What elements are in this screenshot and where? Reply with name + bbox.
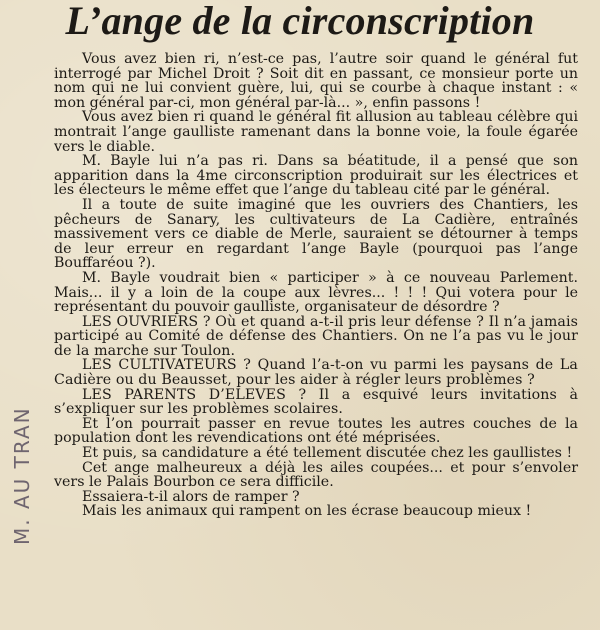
paragraph-11: Cet ange malheureux a déjà les ailes coupées... et pour s’envoler vers le Palais Bourbon ce sera difficile. <box>54 459 578 491</box>
paragraph-farmers: LES CULTIVATEURS ? Quand l’a-t-on vu parmi les paysans de La Cadière ou du Beausset, pour les aider à régler leurs problèmes ? <box>54 357 578 389</box>
article-title: L’ange de la circonscription <box>65 0 535 43</box>
paragraph-4: Il a toute de suite imaginé que les ouvriers des Chantiers, les pêcheurs de Sanary, les cultivateurs de La Cadière, entraînés massivement vers ce diable de Merle, sauraient se détourner à temps de leur erreur en regardant l’ange Bayle (pourquoi pas l’ange Bouffaréou ?). <box>54 196 578 272</box>
paragraph-10: Et puis, sa candidature a été tellement discutée chez les gaullistes ! <box>82 445 573 462</box>
paragraph-workers: LES OUVRIERS ? Où et quand a-t-il pris leur défense ? Il n’a jamais participé au Comité de défense des Chantiers. On ne l’a pas vu le jour de la marche sur Toulon. <box>54 313 578 359</box>
paragraph-parents: LES PARENTS D’ELEVES ? Il a esquivé leurs invitations à s’expliquer sur les problèmes scolaires. <box>54 386 578 418</box>
paragraph-5: M. Bayle voudrait bien « participer » à ce nouveau Parlement. Mais... il y a loin de la coupe aux lèvres... ! ! ! Qui votera pour le représentant du pouvoir gaulliste, organisateur de désordre ? <box>54 269 578 316</box>
paragraph-9: Et l’on pourrait passer en revue toutes les autres couches de la population dont les revendications ont été méprisées. <box>54 415 578 447</box>
paragraph-3: M. Bayle lui n’a pas ri. Dans sa béatitude, il a pensé que son apparition dans la 4me circonscription produirait sur les électrices et les électeurs le même effet que l’ange du tableau cité par le général. <box>54 153 578 199</box>
paragraph-2: Vous avez bien ri quand le général fit allusion au tableau célèbre qui montrait l’ange gaulliste ramenant dans la bonne voie, la foule égarée vers le diable. <box>54 109 578 155</box>
article-body <box>54 52 578 519</box>
handwritten-margin-note: M. AU TRAN <box>10 406 34 545</box>
paragraph-12: Essaiera-t-il alors de ramper ? <box>82 488 300 505</box>
paragraph-13: Mais les animaux qui rampent on les écrase beaucoup mieux ! <box>82 503 532 520</box>
paragraph-1: Vous avez bien ri, n’est-ce pas, l’autre soir quand le général fut interrogé par Michel Droit ? Soit dit en passant, ce monsieur porte un nom qui ne lui convient guère, lui, qui se courbe à chaque instant : « mon général par-ci, mon général par-là... », enfin passons ! <box>54 51 578 111</box>
